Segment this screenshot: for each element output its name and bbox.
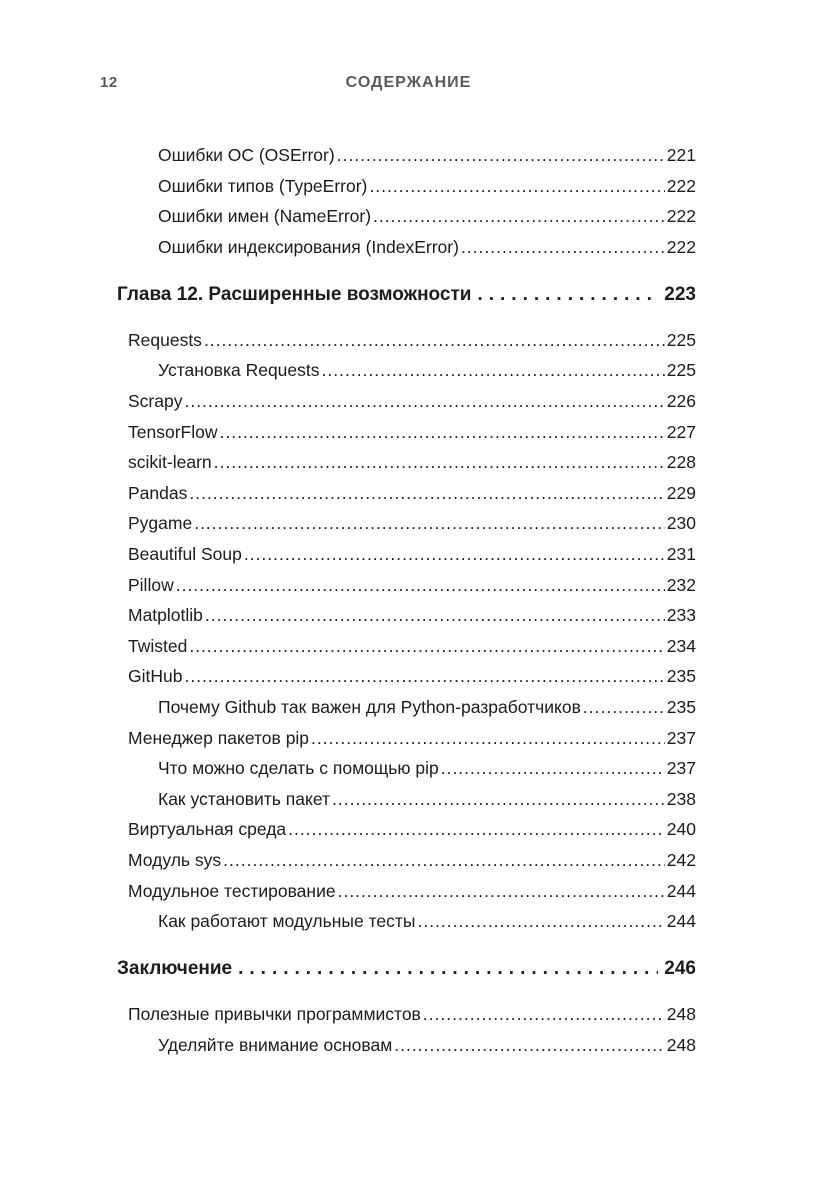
- running-header: СОДЕРЖАНИЕ: [345, 74, 472, 91]
- toc-entry-page: 238: [666, 789, 696, 809]
- dot-leader: [583, 696, 665, 718]
- toc-entry-label: Полезные привычки программистов: [128, 1004, 421, 1024]
- toc-entry-page: 244: [666, 881, 696, 901]
- toc-entry-page: 242: [666, 850, 696, 870]
- toc-entry-label: Twisted: [128, 636, 188, 656]
- toc-entry-page: 225: [666, 330, 696, 350]
- toc-entry-label: GitHub: [128, 666, 183, 686]
- toc-entry: [158, 236, 696, 258]
- toc-entry-label: Почему Github так важен для Python-разработчиков: [158, 697, 581, 717]
- dot-leader: [194, 512, 665, 534]
- toc-entry-label: scikit-learn: [128, 452, 212, 472]
- dot-leader: [244, 543, 665, 565]
- toc-entry-page: 225: [666, 360, 696, 380]
- dot-leader: [223, 849, 665, 871]
- toc-entry: [158, 757, 696, 779]
- dot-leader: [204, 329, 665, 351]
- toc-entry: [128, 512, 696, 534]
- toc-entry-label: Уделяйте внимание основам: [158, 1035, 393, 1055]
- toc-entry-page: 248: [666, 1004, 696, 1024]
- toc-entry: [128, 390, 696, 412]
- toc-entry-page: 221: [666, 145, 696, 165]
- toc-entry-page: 226: [666, 391, 696, 411]
- toc-chapter-label: Глава 12. Расширенные возможности: [117, 284, 472, 305]
- toc-entry-label: Ошибки ОС (OSError): [158, 145, 335, 165]
- toc-entry-page: 244: [666, 911, 696, 931]
- toc-entry-label: Pillow: [128, 575, 174, 595]
- toc-entry-page: 231: [666, 544, 696, 564]
- toc-entry: [158, 1034, 696, 1056]
- toc-entry-label: Ошибки типов (TypeError): [158, 176, 368, 196]
- toc-entry-page: 222: [666, 237, 696, 257]
- toc-entry-label: Менеджер пакетов pip: [128, 728, 310, 748]
- dot-leader: [322, 359, 665, 381]
- toc-entry-page: 237: [666, 758, 696, 778]
- dot-leader: [369, 175, 664, 197]
- toc-entry-page: 237: [666, 728, 696, 748]
- toc-entry-label: Модульное тестирование: [128, 881, 336, 901]
- toc-entry-label: Ошибки имен (NameError): [158, 206, 372, 226]
- toc-entry-page: 232: [666, 575, 696, 595]
- dot-leader: [461, 236, 665, 258]
- toc-entry: [158, 359, 696, 381]
- toc-entry: [128, 1003, 696, 1025]
- toc-entry: [128, 665, 696, 687]
- dot-leader: [394, 1034, 665, 1056]
- toc-chapter-page: 223: [664, 284, 696, 305]
- toc-entry-label: Scrapy: [128, 391, 183, 411]
- toc-entry-page: 222: [666, 206, 696, 226]
- toc-entry: [128, 543, 696, 565]
- dot-leader: [338, 880, 665, 902]
- dot-leader: [337, 144, 665, 166]
- toc-entry-page: 222: [666, 176, 696, 196]
- toc-entry-label: TensorFlow: [128, 422, 218, 442]
- toc-entry-label: Beautiful Soup: [128, 544, 242, 564]
- toc-entry: [128, 818, 696, 840]
- dot-leader: [473, 283, 658, 307]
- toc-entry-page: 240: [666, 819, 696, 839]
- dot-leader: [332, 788, 665, 810]
- toc-entry-label: Виртуальная среда: [128, 819, 287, 839]
- toc-entry-page: 227: [666, 422, 696, 442]
- dot-leader: [184, 390, 664, 412]
- dot-leader: [288, 818, 665, 840]
- toc-entry-page: 230: [666, 513, 696, 533]
- toc-entry: [158, 910, 696, 932]
- page-number: 12: [100, 74, 118, 91]
- toc-entry: [158, 788, 696, 810]
- toc-entry-label: Pygame: [128, 513, 193, 533]
- toc-entry-label: Как работают модульные тесты: [158, 911, 416, 931]
- toc-entry-page: 228: [666, 452, 696, 472]
- dot-leader: [176, 574, 665, 596]
- toc-entry: [128, 727, 696, 749]
- dot-leader: [219, 421, 664, 443]
- toc-entry-label: Установка Requests: [158, 360, 320, 380]
- toc-entry-page: 248: [666, 1035, 696, 1055]
- dot-leader: [214, 451, 665, 473]
- toc-chapter-entry: [117, 283, 696, 307]
- toc-entry: [128, 849, 696, 871]
- dot-leader: [189, 482, 664, 504]
- toc-entry-label: Как установить пакет: [158, 789, 330, 809]
- toc-chapter-label: Заключение: [117, 958, 233, 979]
- toc-entry: [128, 451, 696, 473]
- toc-entry-label: Модуль sys: [128, 850, 222, 870]
- toc-entry: [158, 144, 696, 166]
- toc-entry-label: Matplotlib: [128, 605, 203, 625]
- toc-entry-page: 235: [666, 697, 696, 717]
- dot-leader: [184, 665, 664, 687]
- toc-entry-page: 234: [666, 636, 696, 656]
- toc-entry-page: 229: [666, 483, 696, 503]
- dot-leader: [373, 205, 665, 227]
- toc-entry: [128, 635, 696, 657]
- dot-leader: [417, 910, 664, 932]
- dot-leader: [311, 727, 665, 749]
- toc-entry: [128, 880, 696, 902]
- toc-entry: [158, 175, 696, 197]
- toc-entry: [128, 329, 696, 351]
- toc-entry: [128, 574, 696, 596]
- toc-entry: [158, 205, 696, 227]
- toc-entry: [158, 696, 696, 718]
- toc-chapter-entry: [117, 957, 696, 981]
- toc-entry-label: Pandas: [128, 483, 188, 503]
- toc-entry: [128, 421, 696, 443]
- toc-entry-label: Requests: [128, 330, 202, 350]
- toc-entry-page: 235: [666, 666, 696, 686]
- toc-chapter-page: 246: [664, 958, 696, 979]
- toc-entry: [128, 482, 696, 504]
- toc-entry-label: Ошибки индексирования (IndexError): [158, 237, 459, 257]
- dot-leader: [234, 957, 658, 981]
- dot-leader: [423, 1003, 665, 1025]
- toc-entry: [128, 604, 696, 626]
- dot-leader: [441, 757, 665, 779]
- dot-leader: [205, 604, 665, 626]
- toc-entry-label: Что можно сделать с помощью pip: [158, 758, 439, 778]
- dot-leader: [189, 635, 664, 657]
- toc-entry-page: 233: [666, 605, 696, 625]
